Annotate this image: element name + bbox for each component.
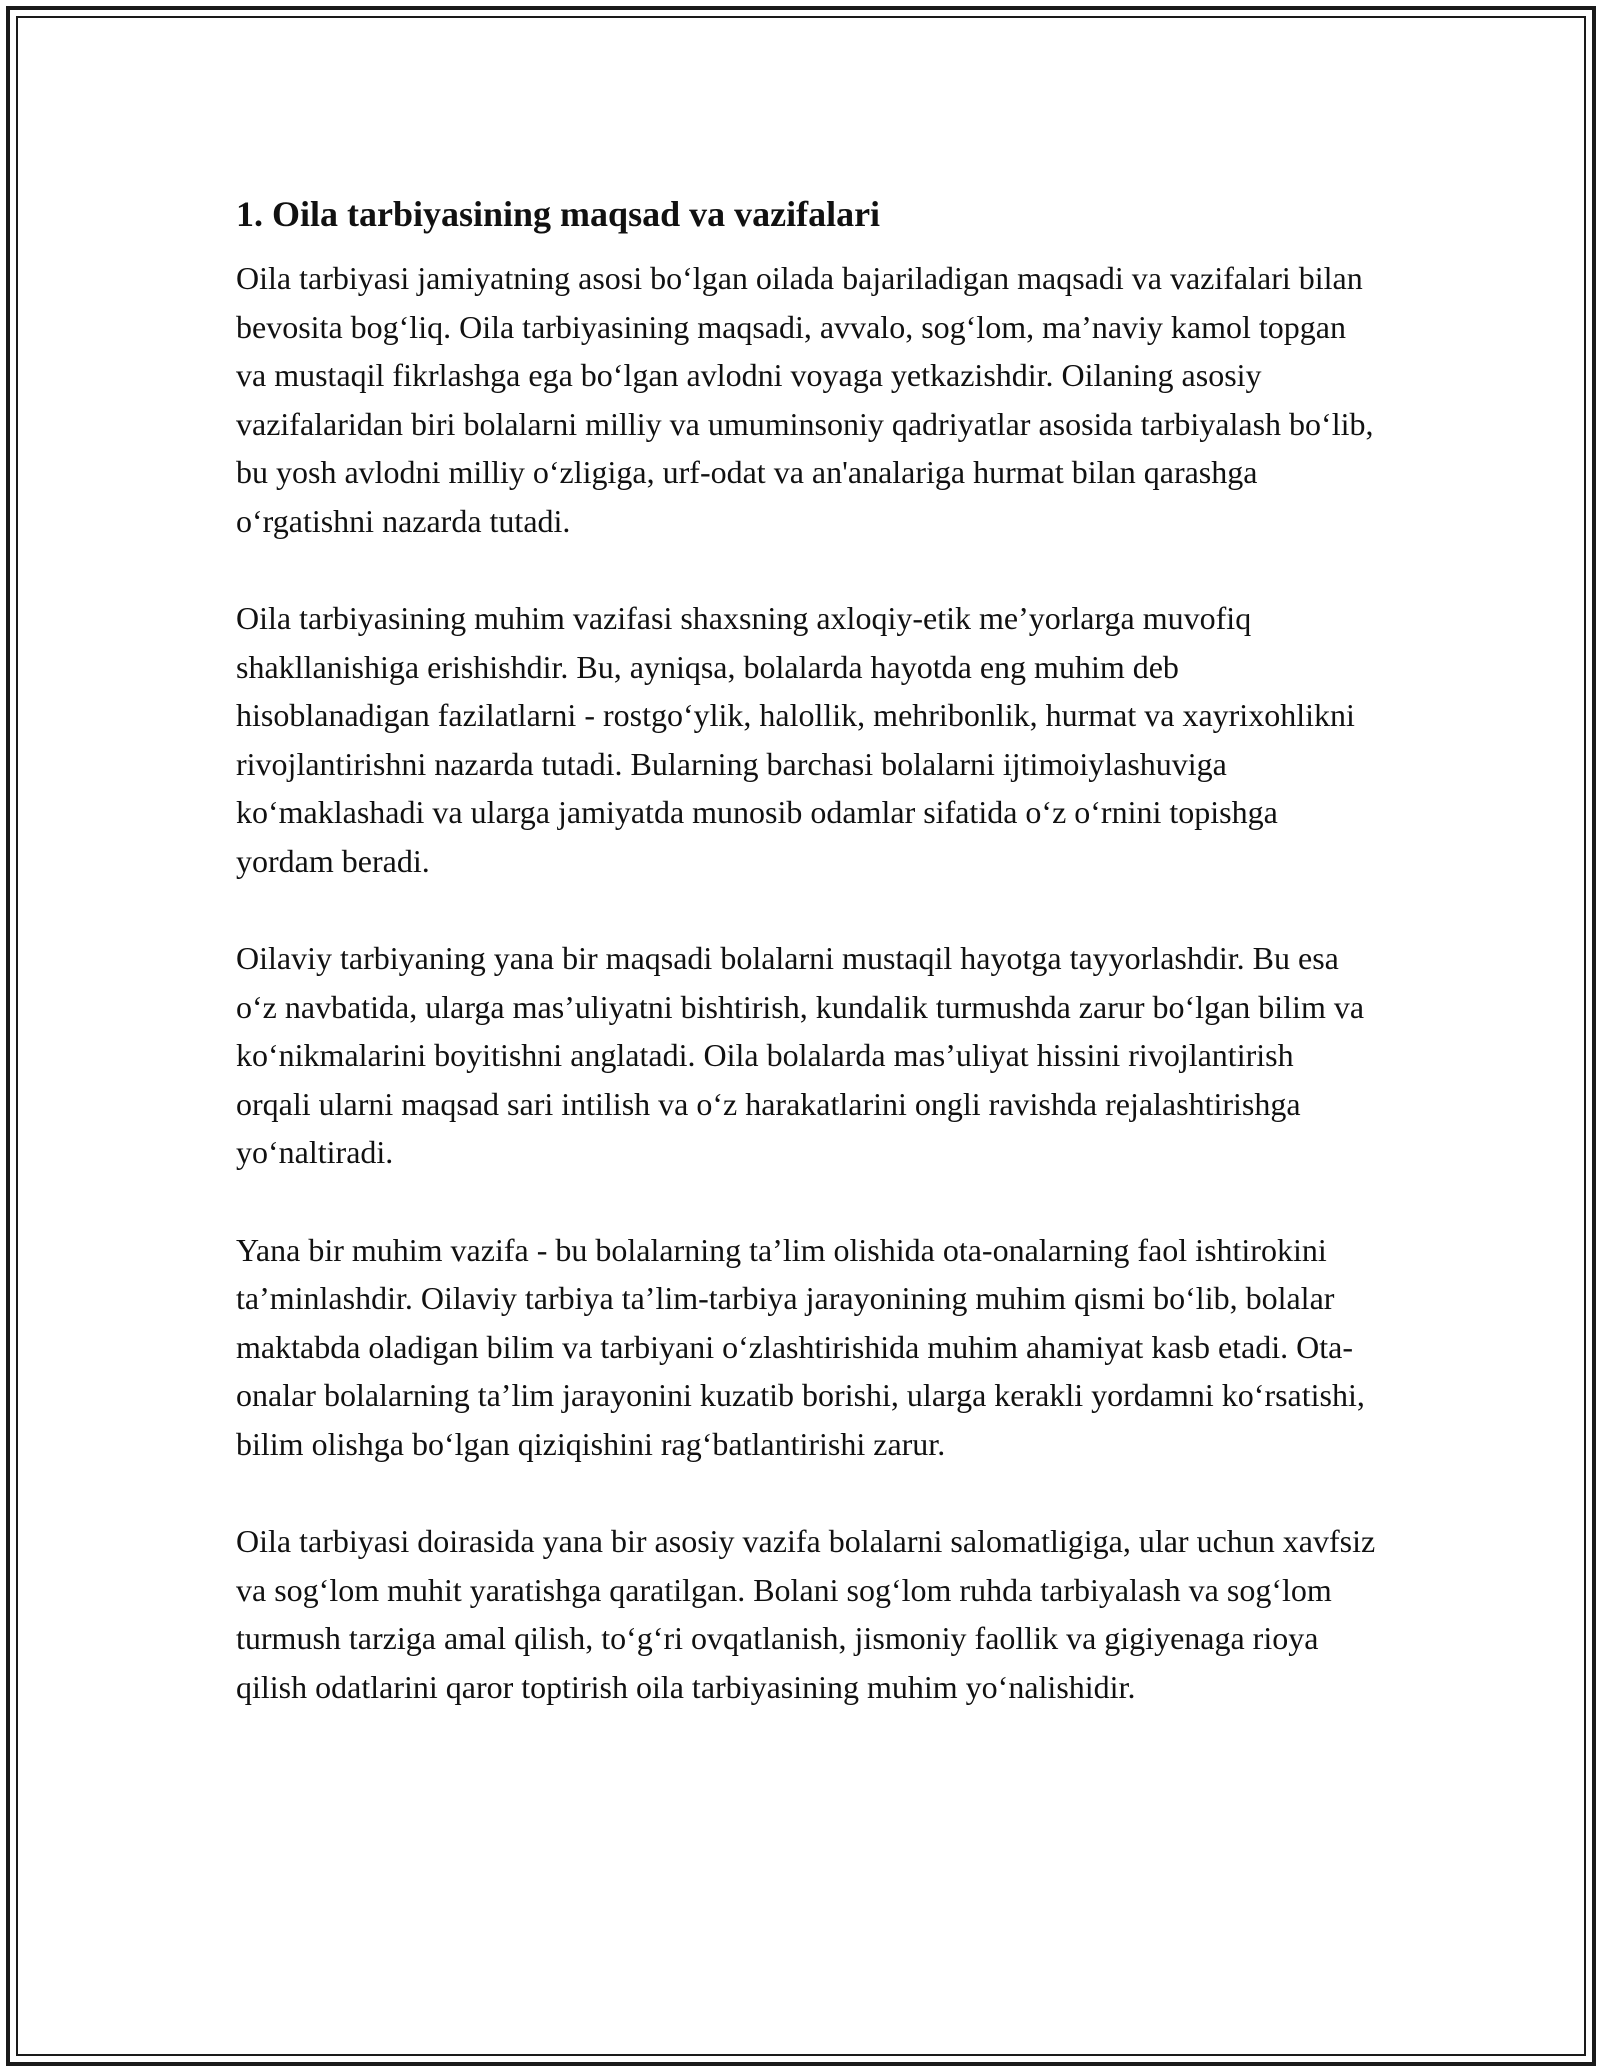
document-body — [236, 188, 1376, 1760]
section-heading: 1. Oila tarbiyasining maqsad va vazifalari — [236, 194, 881, 234]
paragraph-health-and-safe-environment: Oila tarbiyasi doirasida yana bir asosiy vazifa bolalarni salomatligiga, ular uchun xavfsiz va sog‘lom muhit yaratishga qaratilgan. Bolani sog‘lom ruhda tarbiyalash va sog‘lom turmush tarziga amal qilish, to‘g‘ri ovqatlanish, jismoniy faollik va gigiyenaga rioya qilish odatlarini qaror toptirish oila tarbiyasining muhim yo‘nalishidir. — [236, 1523, 1376, 1705]
paragraph-preparation-for-independent-life: Oilaviy tarbiyaning yana bir maqsadi bolalarni mustaqil hayotga tayyorlashdir. Bu esa o‘z navbatida, ularga mas’uliyatni bishtirish, kundalik turmushda zarur bo‘lgan bilim va ko‘nikmalarini boyitishni anglatadi. Oila bolalarda mas’uliyat hissini rivojlantirish orqali ularni maqsad sari intilish va o‘z harakatlarini ongli ravishda rejalashtirishga yo‘naltiradi. — [236, 940, 1365, 1170]
paragraph-moral-ethical-formation: Oila tarbiyasining muhim vazifasi shaxsning axloqiy-etik me’yorlarga muvofiq shakllanishiga erishishdir. Bu, ayniqsa, bolalarda hayotda eng muhim deb hisoblanadigan fazilatlarni - rostgo‘ylik, halollik, mehribonlik, hurmat va xayrixohlikni rivojlantirishni nazarda tutadi. Bularning barchasi bolalarni ijtimoiylashuviga ko‘maklashadi va ularga jamiyatda munosib odamlar sifatida o‘z o‘rnini topishga yordam beradi. — [236, 600, 1355, 879]
paragraph-goal-of-family-upbringing: Oila tarbiyasi jamiyatning asosi bo‘lgan oilada bajariladigan maqsadi va vazifalari bilan bevosita bog‘liq. Oila tarbiyasining maqsadi, avvalo, sog‘lom, ma’naviy kamol topgan va mustaqil fikrlashga ega bo‘lgan avlodni voyaga yetkazishdir. Oilaning asosiy vazifalaridan biri bolalarni milliy va umuminsoniy qadriyatlar asosida tarbiyalash bo‘lib, bu yosh avlodni milliy o‘zligiga, urf-odat va an'analariga hurmat bilan qarashga o‘rgatishni nazarda tutadi. — [236, 260, 1374, 539]
paragraph-parental-role-in-education: Yana bir muhim vazifa - bu bolalarning ta’lim olishida ota-onalarning faol ishtirokini ta’minlashdir. Oilaviy tarbiya ta’lim-tarbiya jarayonining muhim qismi bo‘lib, bolalar maktabda oladigan bilim va tarbiyani o‘zlashtirishida muhim ahamiyat kasb etadi. Ota-onalar bolalarning ta’lim jarayonini kuzatib borishi, ularga kerakli yordamni ko‘rsatishi, bilim olishga bo‘lgan qiziqishini rag‘batlantirishi zarur. — [236, 1231, 1365, 1462]
